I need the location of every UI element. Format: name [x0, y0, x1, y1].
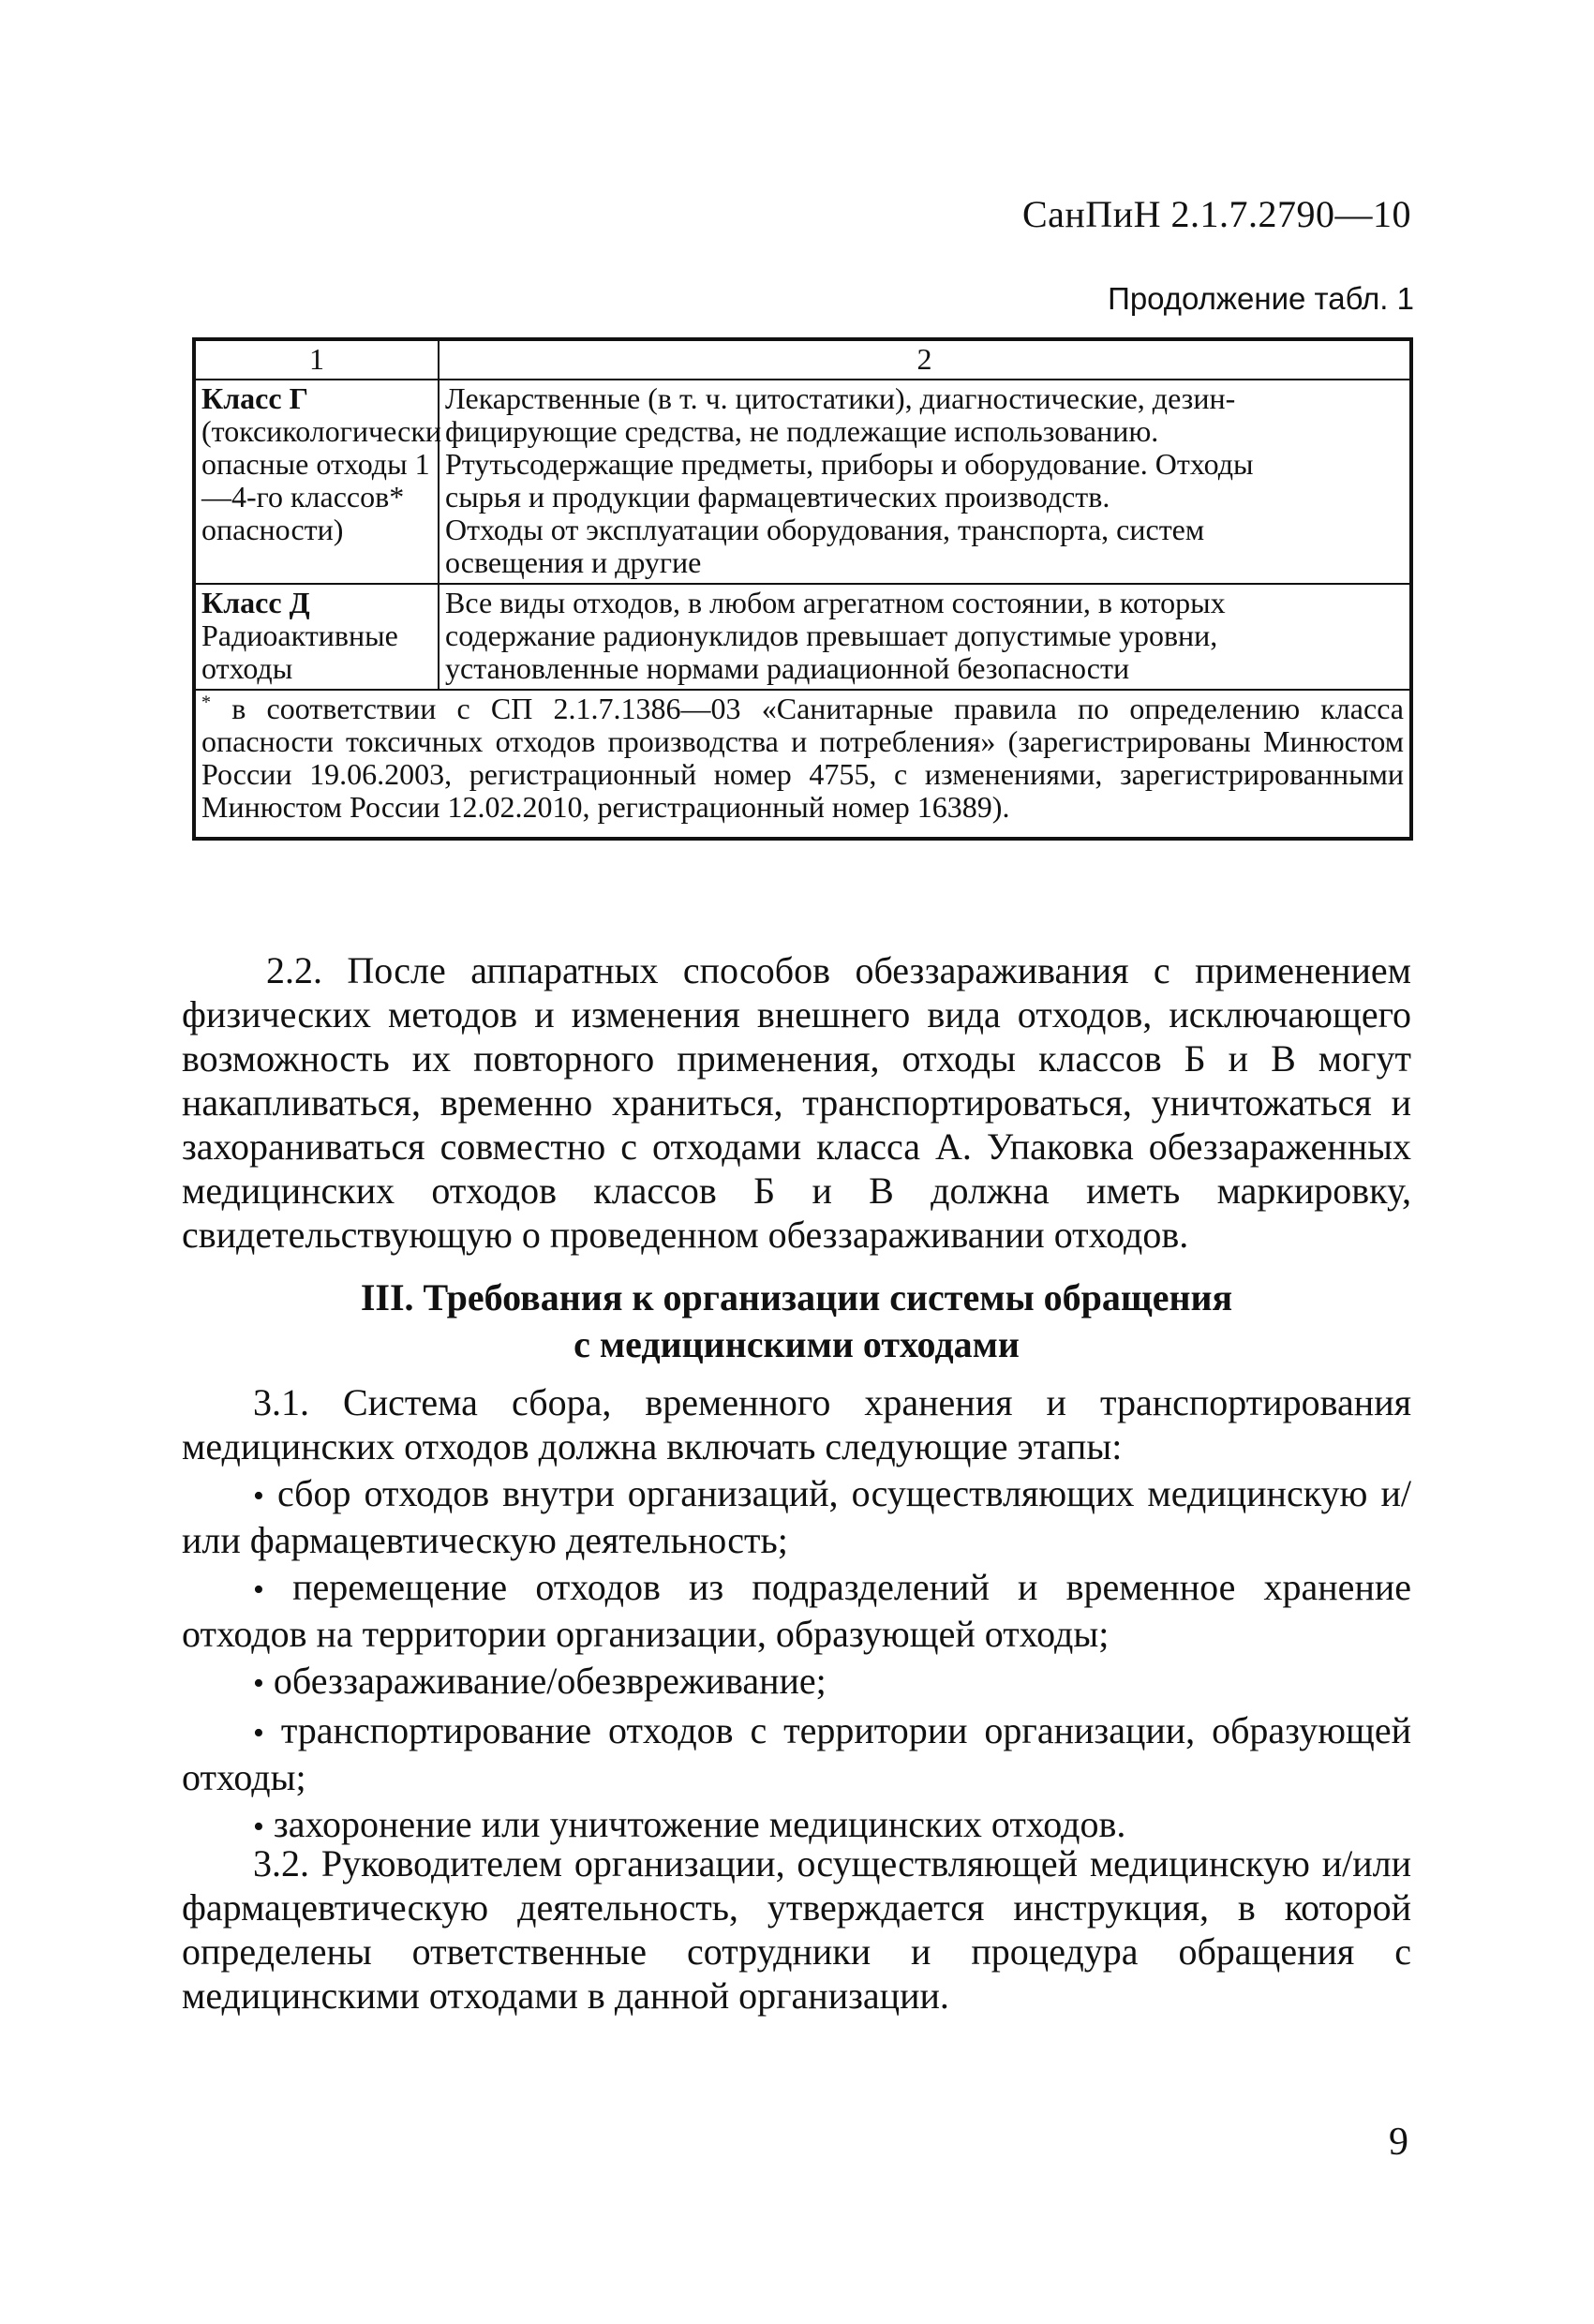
list-item: [182, 1565, 1411, 1656]
stages-list: [182, 1471, 1411, 1852]
bullet-icon: •: [253, 1479, 264, 1513]
column-number-row: [194, 339, 1411, 380]
column-number-2: 2: [439, 339, 1411, 380]
list-item: [182, 1708, 1411, 1799]
table-continuation-label: Продолжение табл. 1: [1108, 281, 1414, 316]
list-item-text: сбор отходов внутри организаций, осуществляющих медицинскую и/или фармацевтическую деятельность;: [182, 1472, 1411, 1561]
column-number-1: 1: [194, 339, 439, 380]
section-title-line-2: с медицинскими отходами: [574, 1323, 1020, 1365]
list-item-text: транспортирование отходов с территории организации, образующей отходы;: [182, 1709, 1411, 1798]
list-item: [182, 1471, 1411, 1562]
class-d-description: Радиоактивные отходы: [201, 618, 398, 685]
class-g-line: фицирующие средства, не подлежащие использованию.: [445, 414, 1159, 448]
list-item-text: захоронение или уничтожение медицинских отходов.: [273, 1803, 1126, 1845]
footnote-mark: *: [201, 692, 211, 713]
class-g-name: Класс Г: [201, 381, 308, 415]
list-item-text: перемещение отходов из подразделений и временное хранение отходов на территории организации, образующей отходы;: [182, 1566, 1412, 1655]
class-g-line: освещения и другие: [445, 545, 702, 579]
waste-classes-table: [192, 337, 1413, 841]
section-title: [182, 1274, 1411, 1368]
class-g-cell: [194, 380, 439, 584]
table-footnote-row: [194, 690, 1411, 839]
paragraph-3-2: 3.2. Руководителем организации, осуществляющей медицинскую и/или фармацевтическую деятельность, утверждается инструкция, в которой определены ответственные сотрудники и процедура обращения с медицинскими отходами в данной организации.: [182, 1842, 1411, 2017]
section-title-line-1: III. Требования к организации системы обращения: [360, 1276, 1233, 1318]
class-d-line: содержание радионуклидов превышает допустимые уровни,: [445, 618, 1218, 652]
class-g-line: Отходы от эксплуатации оборудования, транспорта, систем: [445, 513, 1205, 546]
bullet-icon: •: [253, 1716, 264, 1750]
class-g-line: Лекарственные (в т. ч. цитостатики), диагностические, дезин-: [445, 381, 1236, 415]
class-d-content: [439, 584, 1411, 690]
class-d-cell: [194, 584, 439, 690]
bullet-icon: •: [253, 1810, 264, 1844]
paragraph-3-1: 3.1. Система сбора, временного хранения и транспортирования медицинских отходов должна включать следующие этапы:: [182, 1381, 1411, 1467]
table-footnote: [194, 690, 1411, 839]
table-row-class-d: [194, 584, 1411, 690]
class-d-name: Класс Д: [201, 586, 310, 619]
bullet-icon: •: [253, 1572, 264, 1607]
class-g-content: [439, 380, 1411, 584]
bullet-icon: •: [253, 1666, 264, 1701]
class-g-line: сырья и продукции фармацевтических производств.: [445, 480, 1110, 514]
class-d-line: Все виды отходов, в любом агрегатном состоянии, в которых: [445, 586, 1226, 619]
class-d-line: установленные нормами радиационной безопасности: [445, 651, 1130, 685]
footnote-text: в соответствии с СП 2.1.7.1386—03 «Санитарные правила по определению класса опасности токсичных отходов производства и потребления» (зарегистрированы Минюстом России 19.06.2003, регистрационный номер 4755, с изменениями, зарегистрированными Минюстом России 12.02.2010, регистрационный номер 16389).: [201, 692, 1405, 824]
document-code: СанПиН 2.1.7.2790—10: [1021, 193, 1411, 235]
class-g-description: (токсикологически опасные отходы 1—4-го классов* опасности): [201, 414, 441, 546]
paragraph-2-2: 2.2. После аппаратных способов обеззараживания с применением физических методов и изменения внешнего вида отходов, исключающего возможность их повторного применения, отходы классов Б и В могут накапливаться, временно храниться, транспортироваться, уничтожаться и захораниваться совместно с отходами класса А. Упаковка обеззараженных медицинских отходов классов Б и В должна иметь маркировку, свидетельствующую о проведенном обеззараживании отходов.: [182, 949, 1411, 1256]
class-g-line: Ртутьсодержащие предметы, приборы и оборудование. Отходы: [445, 447, 1254, 481]
page-number: 9: [1389, 2121, 1408, 2164]
list-item: [182, 1659, 1411, 1706]
list-item-text: обеззараживание/обезвреживание;: [273, 1660, 827, 1702]
table-row-class-g: [194, 380, 1411, 584]
